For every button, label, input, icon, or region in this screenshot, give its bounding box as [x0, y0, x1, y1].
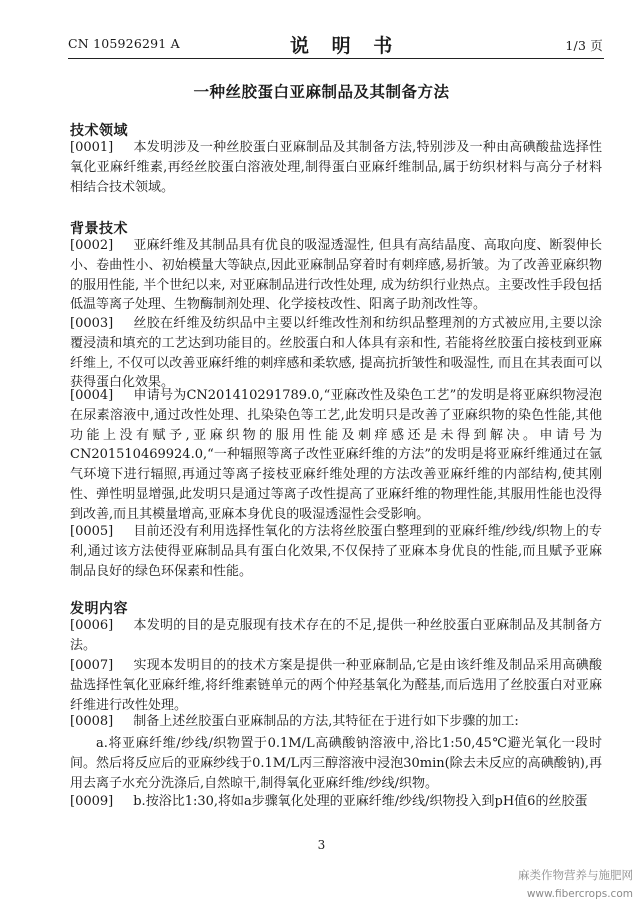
- paragraph-0005: [70, 522, 602, 581]
- paragraph-number: [0005]: [70, 524, 114, 539]
- page-number: 3: [317, 838, 326, 852]
- watermark-site-name: 麻类作物营养与施肥网: [518, 868, 633, 882]
- paragraph-number: [0006]: [70, 618, 114, 633]
- paragraph-text: 本发明的目的是克服现有技术存在的不足,提供一种丝胶蛋白亚麻制品及其制备方法。: [70, 618, 602, 653]
- page-indicator: 1/3 页: [565, 38, 603, 53]
- paragraph-number: [0002]: [70, 238, 114, 253]
- paragraph-number: [0003]: [70, 316, 114, 331]
- paragraph-text: 实现本发明目的的技术方案是提供一种亚麻制品,它是由该纤维及制品采用高碘酸盐选择性氧化亚麻纤维,将纤维素链单元的两个仲羟基氧化为醛基,而后选用了丝胶蛋白对亚麻纤维进行改性处理。: [70, 658, 602, 713]
- paragraph-number: [0009]: [70, 794, 114, 809]
- patent-number: CN 105926291 A: [68, 36, 180, 51]
- paragraph-number: [0001]: [70, 140, 114, 155]
- paragraph-text: 本发明涉及一种丝胶蛋白亚麻制品及其制备方法,特别涉及一种由高碘酸盐选择性氧化亚麻纤维素,再经丝胶蛋白溶液处理,制得蛋白亚麻纤维制品,属于纺织材料与高分子材料相结合技术领域。: [70, 140, 602, 195]
- paragraph-text: 申请号为CN201410291789.0,“亚麻改性及染色工艺”的发明是将亚麻织物浸泡在尿素溶液中,通过改性处理、扎染染色等工艺,此发明只是改善了亚麻织物的染色性能,其他功能上没有赋予,亚麻织物的服用性能及刺痒感还是未得到解决。申请号为CN201510469924.0,“一种辐照等离子改性亚麻纤维的方法”的发明是将亚麻纤维通过在氩气环境下进行辐照,再通过等离子接枝亚麻纤维处理的方法改善亚麻纤维的内部结构,使其刚性、弹性明显增强,此发明只是通过等离子改性提高了亚麻纤维的物理性能,其服用性能也没得到改善,而且其模量增高,亚麻本身优良的吸湿透湿性会受影响。: [70, 388, 602, 522]
- document-type: 说 明 书: [290, 35, 401, 57]
- paragraph-0002: [70, 236, 602, 315]
- section-heading-background: 背景技术: [70, 221, 128, 237]
- paragraph-text: 制备上述丝胶蛋白亚麻制品的方法,其特征在于进行如下步骤的加工:: [133, 714, 519, 729]
- paragraph-text: a.将亚麻纤维/纱线/织物置于0.1M/L高碘酸钠溶液中,浴比1:50,45℃避光氧化一段时间。然后将反应后的亚麻纱线于0.1M/L丙三醇溶液中浸泡30min(除去未反应的高碘酸钠),再用去离子水充分洗涤后,自然晾干,制得氧化亚麻纤维/纱线/织物。: [70, 736, 602, 791]
- paragraph-text: 目前还没有利用选择性氧化的方法将丝胶蛋白整理到的亚麻纤维/纱线/织物上的专利,通过该方法使得亚麻制品具有蛋白化效果,不仅保持了亚麻本身优良的性能,而且赋予亚麻制品良好的绿色环保素和性能。: [70, 524, 602, 579]
- section-heading-summary: 发明内容: [70, 601, 128, 617]
- section-heading-field: 技术领域: [70, 123, 128, 139]
- paragraph-number: [0008]: [70, 714, 114, 729]
- paragraph-text: 亚麻纤维及其制品具有优良的吸湿透湿性, 但具有高结晶度、高取向度、断裂伸长小、卷曲性小、初始模量大等缺点,因此亚麻制品穿着时有刺痒感,易折皱。为了改善亚麻织物的服用性能, 半个世纪以来, 对亚麻制品进行改性处理, 成为纺织行业热点。主要改性手段包括低温等离子处理、生物酶制剂处理、化学接枝改性、阳离子助剂改性等。: [70, 238, 602, 313]
- header-rule: [68, 58, 604, 59]
- paragraph-0003: [70, 314, 602, 393]
- paragraph-0008-step-a: [70, 734, 602, 793]
- paragraph-0004: [70, 386, 602, 525]
- paragraph-number: [0004]: [70, 388, 114, 403]
- paragraph-text: 丝胶在纤维及纺织品中主要以纤维改性剂和纺织品整理剂的方式被应用,主要以涂覆浸渍和填充的工艺达到功能目的。丝胶蛋白和人体具有亲和性, 若能将丝胶蛋白接枝到亚麻纤维上, 不仅可以改善亚麻纤维的刺痒感和柔软感, 提高抗折皱性和吸湿性, 而且在其表面可以获得蛋白化效果。: [70, 316, 602, 391]
- paragraph-0006: [70, 616, 602, 656]
- paragraph-0009: [70, 792, 602, 812]
- watermark-url: www.fibercrops.com: [526, 888, 633, 900]
- paragraph-number: [0007]: [70, 658, 114, 673]
- document-title: 一种丝胶蛋白亚麻制品及其制备方法: [193, 82, 450, 101]
- paragraph-0008: [70, 712, 602, 732]
- paragraph-0007: [70, 656, 602, 715]
- paragraph-text: b.按浴比1:30,将如a步骤氧化处理的亚麻纤维/纱线/织物投入到pH值6的丝胶蛋: [133, 794, 588, 809]
- paragraph-0001: [70, 138, 602, 197]
